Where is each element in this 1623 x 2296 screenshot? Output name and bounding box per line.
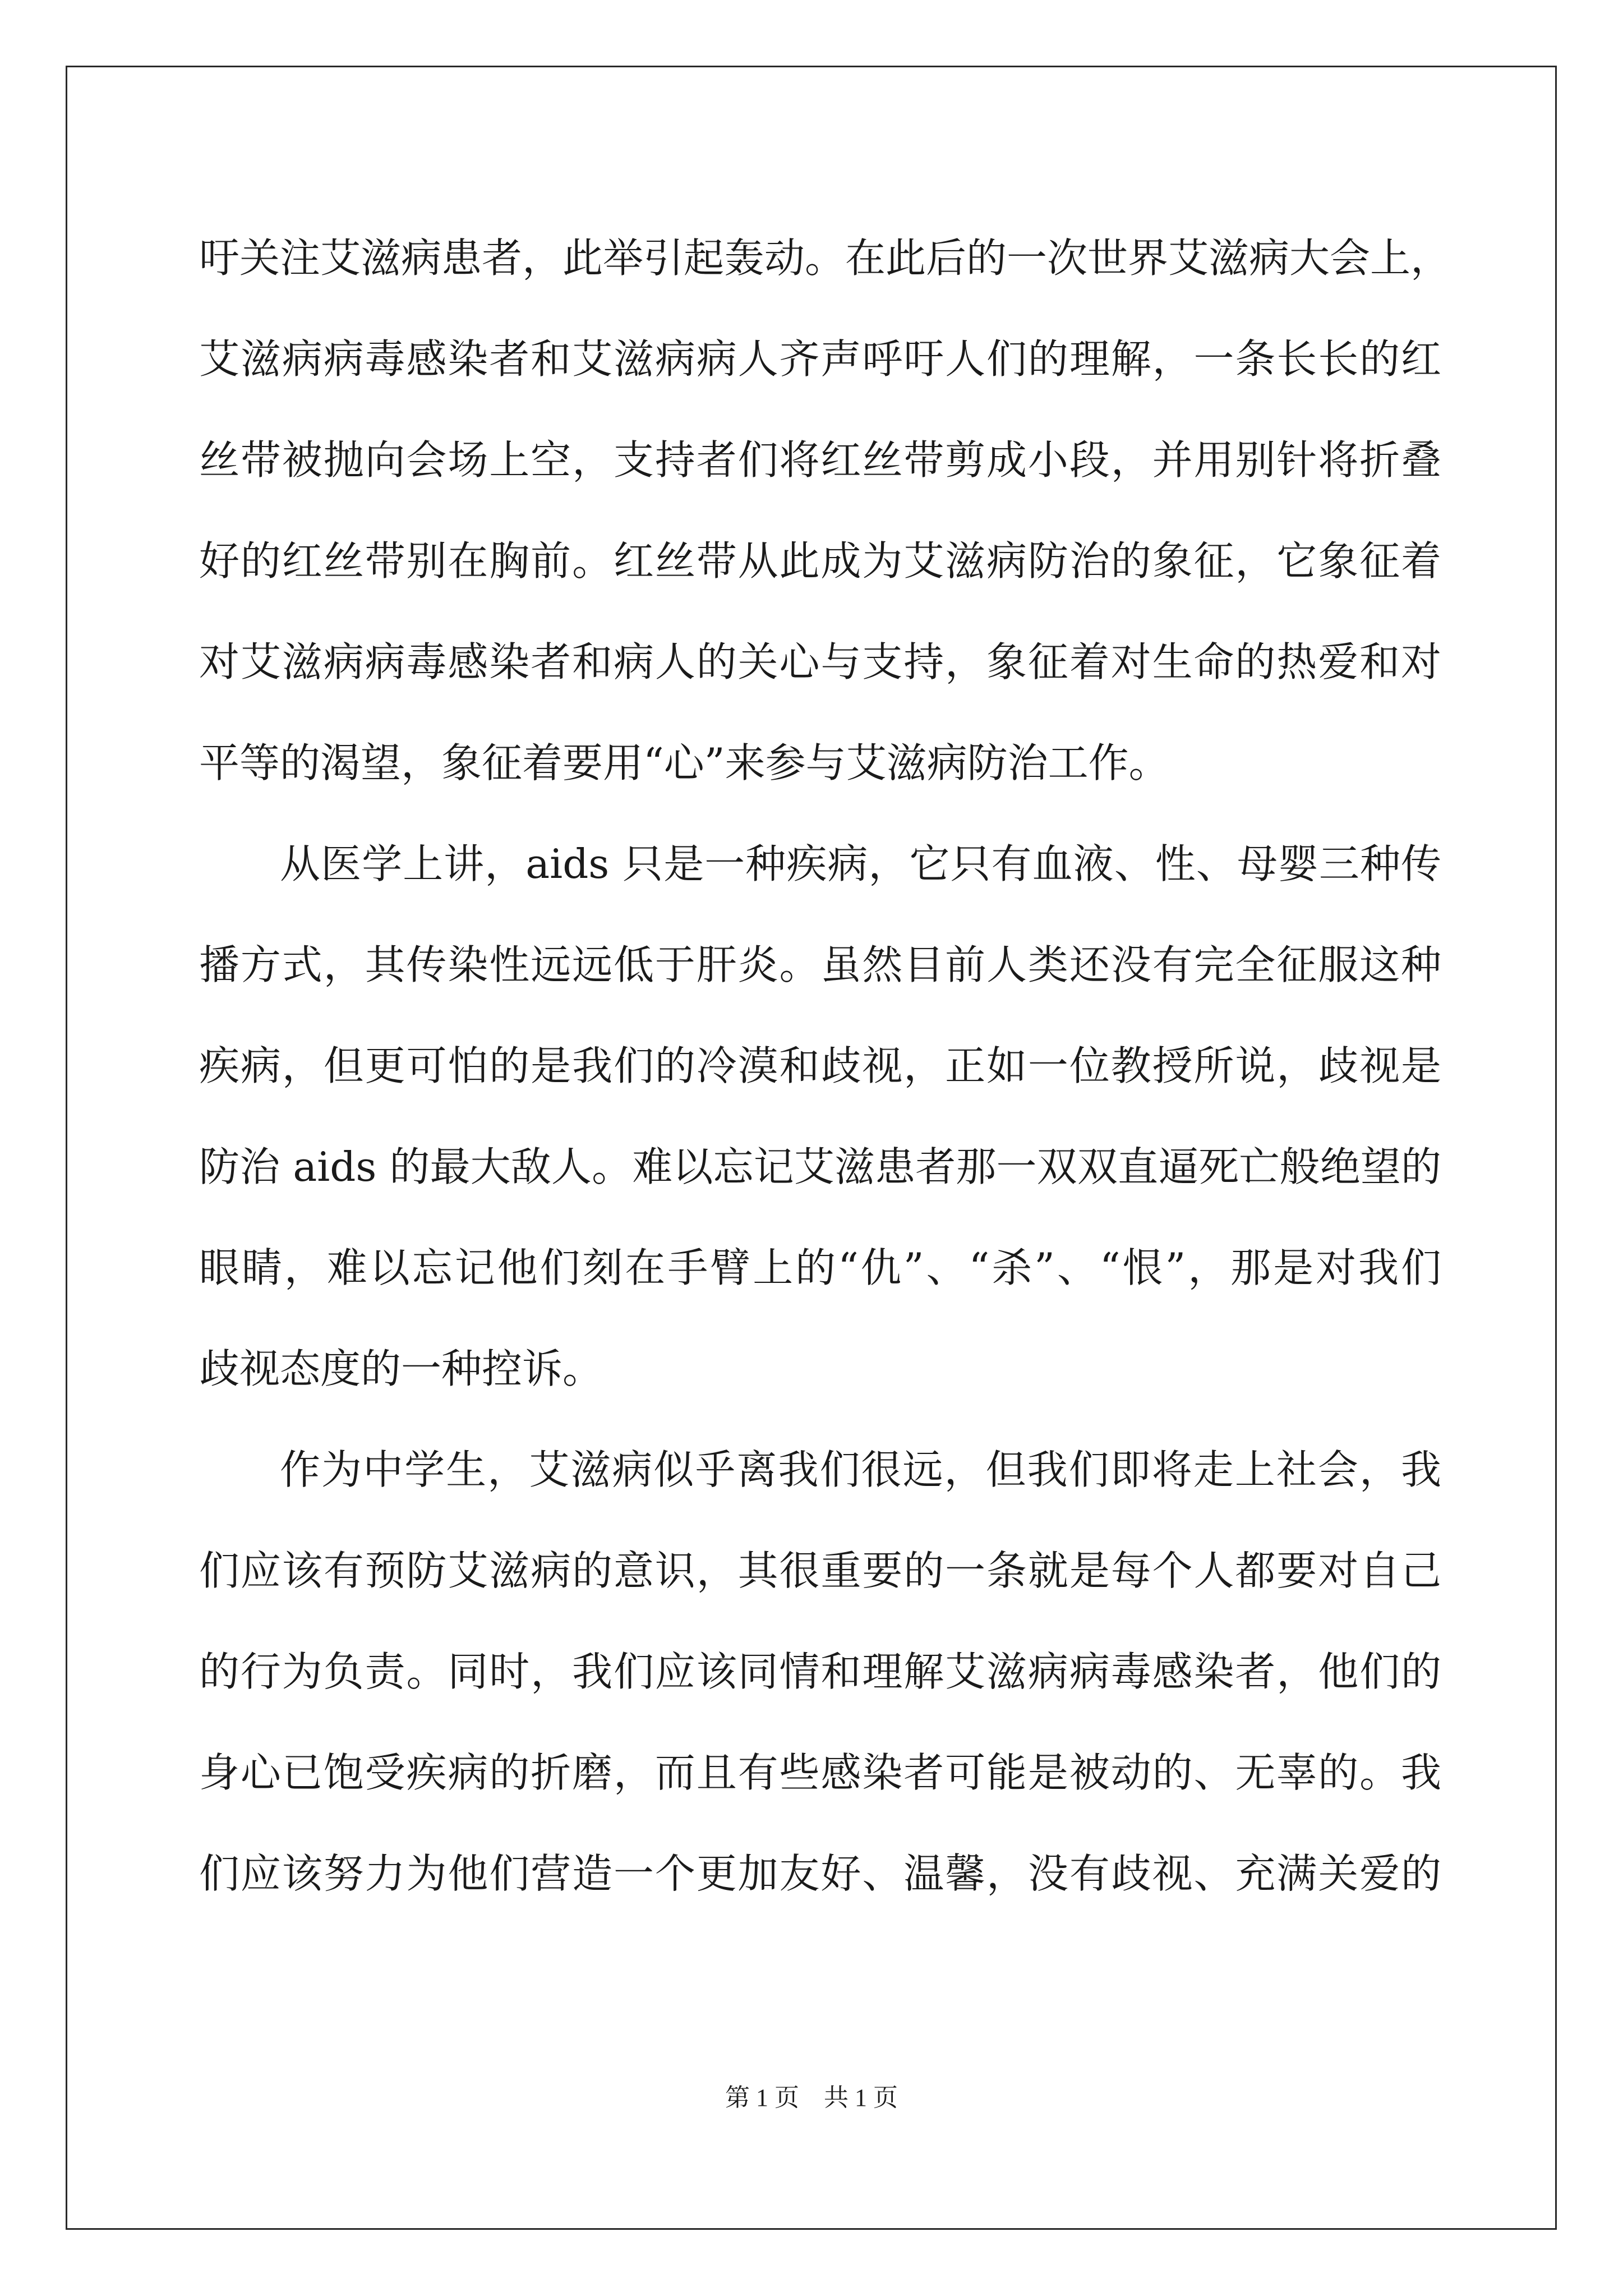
text-line: 平等的渴望，象征着要用“心”来参与艾滋病防治工作。 xyxy=(199,739,1169,786)
text-line: 们应该有预防艾滋病的意识，其很重要的一条就是每个人都要对自己 xyxy=(199,1547,1441,1594)
text-line: 对艾滋病病毒感染者和病人的关心与支持，象征着对生命的热爱和对 xyxy=(199,638,1441,685)
text-line: 播方式，其传染性远远低于肝炎。虽然目前人类还没有完全征服这种 xyxy=(199,941,1441,988)
text-line: 们应该努力为他们营造一个更加友好、温馨，没有歧视、充满关爱的 xyxy=(199,1850,1441,1897)
text-line: 疾病，但更可怕的是我们的冷漠和歧视，正如一位教授所说，歧视是 xyxy=(199,1042,1441,1089)
text-line: 防治 aids 的最大敌人。难以忘记艾滋患者那一双双直逼死亡般绝望的 xyxy=(199,1143,1441,1190)
text-line: 歧视态度的一种控诉。 xyxy=(199,1345,603,1392)
text-line: 的行为负责。同时，我们应该同情和理解艾滋病病毒感染者，他们的 xyxy=(199,1648,1441,1695)
text-line: 吁关注艾滋病患者，此举引起轰动。在此后的一次世界艾滋病大会上， xyxy=(199,234,1451,282)
text-line: 眼睛，难以忘记他们刻在手臂上的“仇”、“杀”、“恨”，那是对我们 xyxy=(199,1244,1441,1291)
text-line: 艾滋病病毒感染者和艾滋病病人齐声呼吁人们的理解，一条长长的红 xyxy=(199,335,1441,383)
text-line: 作为中学生，艾滋病似乎离我们很远，但我们即将走上社会，我 xyxy=(280,1446,1441,1493)
text-line: 身心已饱受疾病的折磨，而且有些感染者可能是被动的、无辜的。我 xyxy=(199,1749,1441,1796)
document-body xyxy=(199,208,1451,1924)
text-line: 从医学上讲，aids 只是一种疾病，它只有血液、性、母婴三种传 xyxy=(280,840,1441,887)
text-line: 丝带被抛向会场上空，支持者们将红丝带剪成小段，并用别针将折叠 xyxy=(199,436,1441,484)
text-line: 好的红丝带别在胸前。红丝带从此成为艾滋病防治的象征，它象征着 xyxy=(199,537,1441,585)
page-footer: 第 1 页 共 1 页 xyxy=(725,2084,898,2111)
